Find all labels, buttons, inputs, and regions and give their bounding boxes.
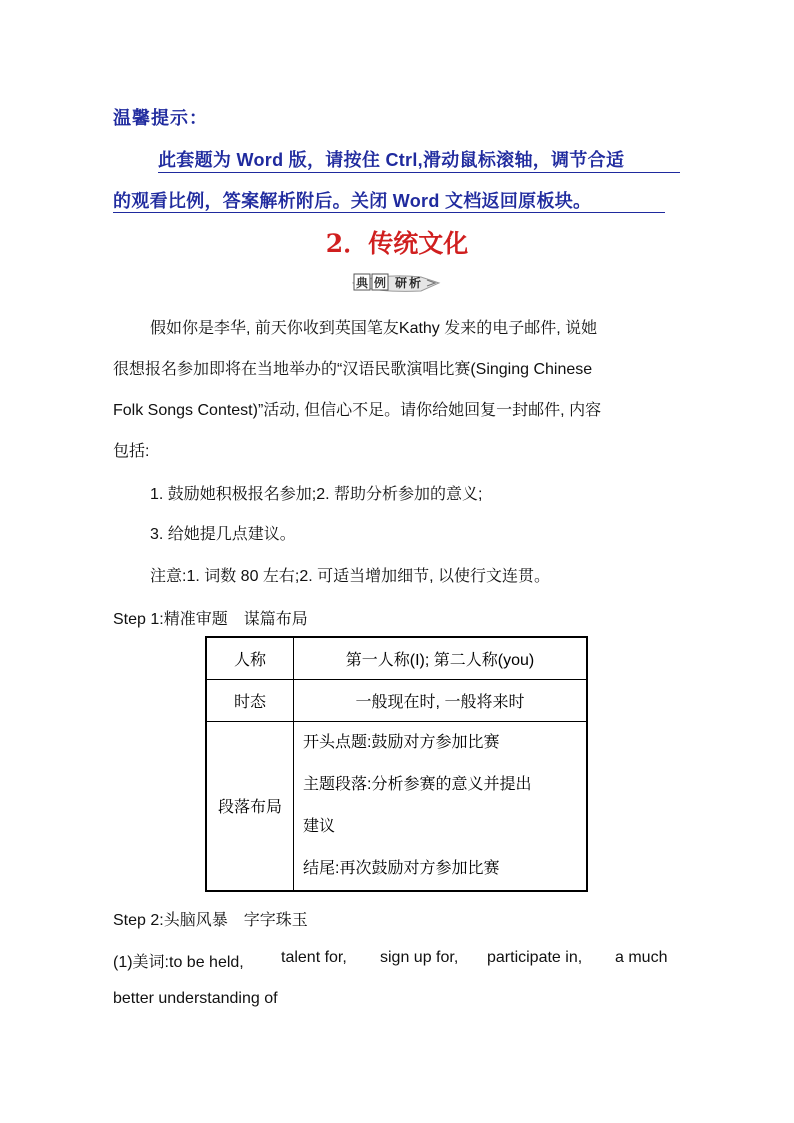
layout-line: 开头点题:鼓励对方参加比赛 [303,733,500,751]
word-item: sign up for, [380,949,459,966]
tip-line-2: 的观看比例，答案解析附后。关闭 Word 文档返回原板块。 [113,191,592,211]
layout-line: 结尾:再次鼓励对方参加比赛 [303,859,500,877]
words-prefix: (1)美词: [113,954,170,971]
tip-title: 温馨提示： [113,108,208,128]
words-line-1 [113,949,244,972]
table-row [206,721,587,891]
table-row [206,637,587,679]
word-item: to be held, [169,954,244,971]
badge-char-1: 典 [355,276,369,290]
tip-line-1: 此套题为 Word 版，请按住 Ctrl,滑动鼠标滚轴，调节合适 [158,150,625,170]
layout-line: 建议 [303,817,336,835]
task-line-3: Folk Songs Contest)”活动, 但信心不足。请你给她回复一封邮件, 内容 [113,402,602,419]
table-row [206,679,587,721]
badge-char-3: 研 [394,276,408,290]
layout-line: 主题段落:分析参赛的意义并提出 [303,775,532,793]
word-item: a much [615,949,668,966]
task-line-1: 假如你是李华, 前天你收到英国笔友Kathy 发来的电子邮件, 说她 [150,320,598,337]
task-note: 注意:1. 词数 80 左右;2. 可适当增加细节, 以使行文连贯。 [150,568,551,585]
table-cell-label: 时态 [206,679,294,721]
step-1-label: Step 1:精准审题 谋篇布局 [113,611,308,628]
writing-plan-table [205,636,588,892]
example-analysis-badge [351,271,443,295]
task-line-4: 包括: [113,443,150,460]
table-cell-label: 段落布局 [206,721,294,891]
table-cell-value: 第一人称(I); 第二人称(you) [294,637,588,679]
word-item: participate in, [487,949,583,966]
table-cell-value: 一般现在时, 一般将来时 [294,679,588,721]
task-item-1: 1. 鼓励她积极报名参加;2. 帮助分析参加的意义; [150,486,483,503]
section-heading: 2．传统文化 [325,229,469,258]
task-item-2: 3. 给她提几点建议。 [150,526,296,543]
tip-underline-1 [158,172,680,173]
task-line-2: 很想报名参加即将在当地举办的“汉语民歌演唱比赛(Singing Chinese [113,361,593,378]
table-cell-label: 人称 [206,637,294,679]
word-item: talent for, [281,949,347,966]
step-2-label: Step 2:头脑风暴 字字珠玉 [113,912,308,929]
badge-char-2: 例 [373,276,387,290]
words-line-2: better understanding of [113,990,278,1007]
tip-underline-2 [113,212,665,213]
table-cell-layout [294,721,588,891]
badge-char-4: 析 [408,276,422,290]
